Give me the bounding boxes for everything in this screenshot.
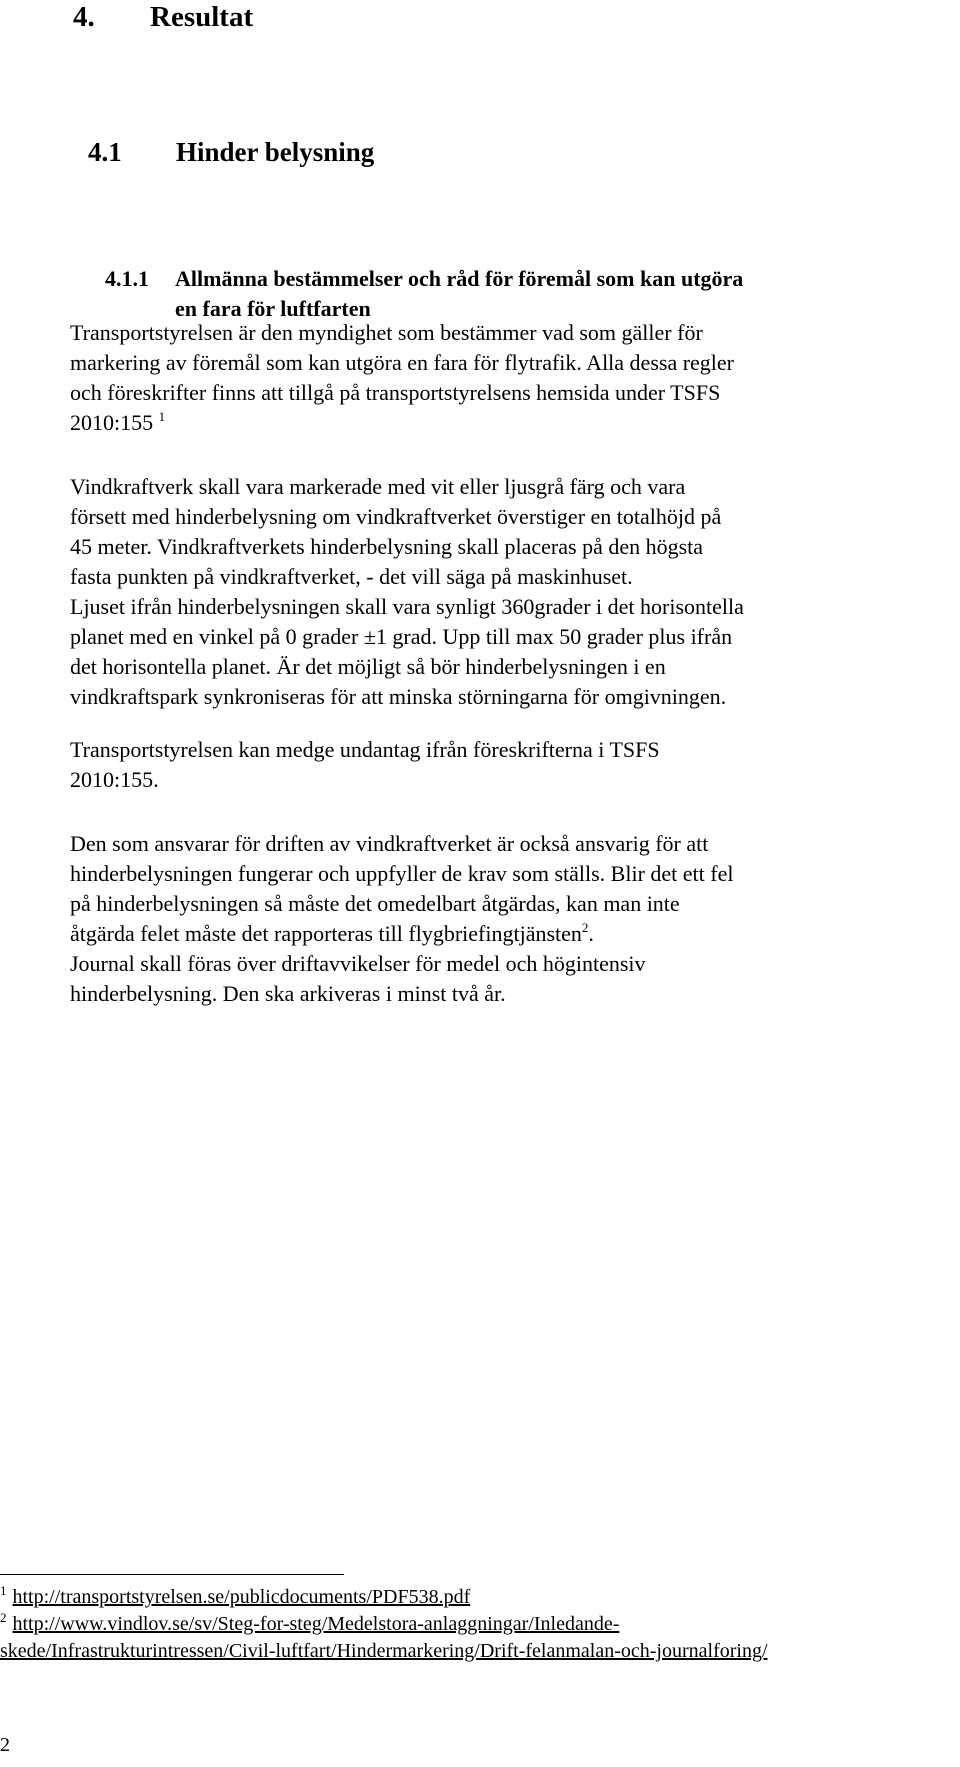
footnote-mark: 1 [0, 1583, 7, 1598]
paragraph-line: fasta punkten på vindkraftverket, - det vill säga på maskinhuset. [70, 564, 633, 589]
footnote-link-continuation[interactable]: skede/Infrastrukturintressen/Civil-luftfart/Hindermarkering/Drift-felanmalan-och-journalforing/ [0, 1640, 768, 1662]
paragraph-line: och föreskrifter finns att tillgå på transportstyrelsens hemsida under TSFS [70, 380, 721, 405]
footnote-1 [0, 1584, 470, 1611]
footnote-reference[interactable]: 2 [581, 920, 589, 935]
paragraph-line: Ljuset ifrån hinderbelysningen skall vara synligt 360grader i det horisontella [70, 594, 744, 619]
subsection-number: 4.1.1 [105, 266, 149, 291]
paragraph-line: det horisontella planet. Är det möjligt så bör hinderbelysningen i en [70, 654, 666, 679]
paragraph-line: planet med en vinkel på 0 grader ±1 grad. Upp till max 50 grader plus ifrån [70, 624, 733, 649]
section-heading [88, 136, 374, 168]
subsection-title-line2: en fara för luftfarten [175, 296, 371, 321]
paragraph-line: Den som ansvarar för driften av vindkraftverket är också ansvarig för att [70, 831, 709, 856]
paragraph-line: Transportstyrelsen är den myndighet som bestämmer vad som gäller för [70, 320, 703, 345]
paragraph-line [70, 919, 733, 949]
paragraph-responsibility [70, 829, 733, 1009]
paragraph-marking-requirements [70, 472, 744, 712]
footnote-line [0, 1611, 768, 1638]
paragraph-line: 45 meter. Vindkraftverkets hinderbelysning skall placeras på den högsta [70, 534, 704, 559]
paragraph-line: hinderbelysning. Den ska arkiveras i minst två år. [70, 981, 506, 1006]
paragraph-regulator [70, 318, 734, 438]
paragraph-text: 2010:155 [70, 410, 154, 435]
footnote-link[interactable]: http://www.vindlov.se/sv/Steg-for-steg/Medelstora-anlaggningar/Inledande- [12, 1613, 620, 1635]
footnote-mark: 2 [0, 1610, 7, 1625]
footnote-line [0, 1638, 768, 1665]
paragraph-line: vindkraftspark synkroniseras för att minska störningarna för omgivningen. [70, 684, 727, 709]
paragraph-line: Journal skall föras över driftavvikelser för medel och högintensiv [70, 951, 646, 976]
footnote-2 [0, 1611, 768, 1665]
paragraph-line: Vindkraftverk skall vara markerade med vit eller ljusgrå färg och vara [70, 474, 686, 499]
paragraph-text: åtgärda felet måste det rapporteras till flygbriefingtjänsten [70, 921, 582, 946]
subsection-title-line1: Allmänna bestämmelser och råd för föremål som kan utgöra [175, 266, 744, 291]
chapter-heading [73, 0, 253, 34]
chapter-title: Resultat [150, 1, 254, 33]
footnote-separator [0, 1574, 344, 1575]
subsection-heading [105, 264, 743, 324]
page-number: 2 [0, 1734, 10, 1756]
section-title: Hinder belysning [176, 137, 375, 167]
paragraph-line [70, 408, 734, 438]
section-number: 4.1 [88, 137, 122, 167]
paragraph-line: försett med hinderbelysning om vindkraftverket överstiger en totalhöjd på [70, 504, 722, 529]
paragraph-text: . [588, 921, 594, 946]
paragraph-line: på hinderbelysningen så måste det omedelbart åtgärdas, kan man inte [70, 891, 680, 916]
paragraph-exemption [70, 735, 660, 795]
footnote-line [0, 1584, 470, 1611]
footnote-link[interactable]: http://transportstyrelsen.se/publicdocuments/PDF538.pdf [12, 1586, 471, 1608]
paragraph-line: 2010:155. [70, 767, 159, 792]
chapter-number: 4. [73, 1, 95, 33]
paragraph-line: Transportstyrelsen kan medge undantag ifrån föreskrifterna i TSFS [70, 737, 660, 762]
paragraph-line: hinderbelysningen fungerar och uppfyller de krav som ställs. Blir det ett fel [70, 861, 734, 886]
paragraph-line: markering av föremål som kan utgöra en fara för flytrafik. Alla dessa regler [70, 350, 735, 375]
footnote-reference[interactable]: 1 [158, 409, 166, 424]
